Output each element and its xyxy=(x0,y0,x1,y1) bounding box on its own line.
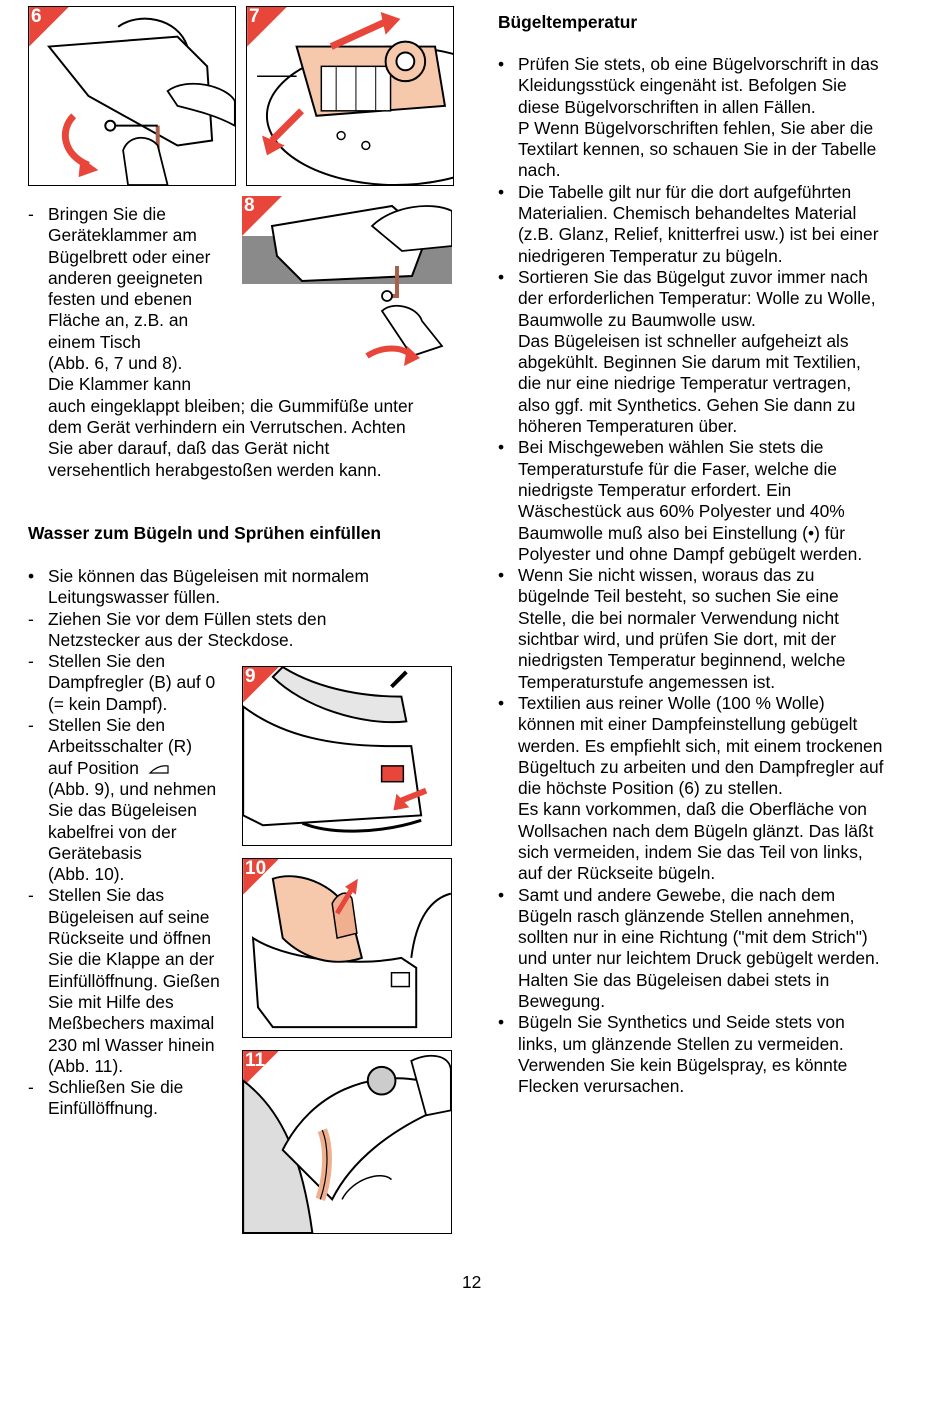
text-line: diese Bügelvorschriften in allen Fällen. xyxy=(518,96,816,117)
text-line: können mit einer Dampfeinstellung gebügelt xyxy=(518,714,858,735)
water-instructions xyxy=(28,566,369,1120)
list-item xyxy=(498,54,883,182)
text-line: abgekühlt. Beginnen Sie darum mit Textilien, xyxy=(518,352,861,373)
list-item xyxy=(498,693,883,885)
list-marker: - xyxy=(28,885,34,906)
text-line: niedrigste Temperatur erfordert. Ein xyxy=(518,479,792,500)
text-line: Bügeln Sie Synthetics und Seide stets von xyxy=(518,1012,845,1033)
text-line: Das Bügeleisen ist schneller aufgeheizt als xyxy=(518,330,849,351)
text-line: versehentlich herabgestoßen werden kann. xyxy=(48,459,382,480)
list-item xyxy=(498,267,883,437)
list-item xyxy=(28,651,369,715)
list-item xyxy=(28,566,369,609)
text-line: Stellen Sie den xyxy=(48,715,165,736)
text-line: Polyester und ohne Dampf gebügelt werden. xyxy=(518,543,863,564)
text-line: Bügeleisen auf seine xyxy=(48,906,210,927)
text-line: Sortieren Sie das Bügelgut zuvor immer nach xyxy=(518,266,868,287)
list-item xyxy=(28,715,369,885)
text-line: auch eingeklappt bleiben; die Gummifüße unter xyxy=(48,395,414,416)
text-line: (Abb. 10). xyxy=(48,864,125,885)
text-line: dem Gerät verhindern ein Verrutschen. Achten xyxy=(48,416,406,437)
text-line: Leitungswasser füllen. xyxy=(48,587,221,608)
text-line: Baumwolle zu Baumwolle usw. xyxy=(518,309,756,330)
list-item xyxy=(498,885,883,1013)
text-line: anderen geeigneten xyxy=(48,267,203,288)
page-number: 12 xyxy=(462,1272,482,1292)
figure-number: 11 xyxy=(245,1050,266,1071)
text-line: Prüfen Sie stets, ob eine Bügelvorschrift in das xyxy=(518,54,879,74)
figure-number: 9 xyxy=(245,666,256,687)
section-heading: Wasser zum Bügeln und Sprühen einfüllen xyxy=(28,523,381,543)
figure-7 xyxy=(246,6,454,186)
text-line: Bei Mischgeweben wählen Sie stets die xyxy=(518,437,824,458)
text-line: nach. xyxy=(518,160,561,181)
list-marker: • xyxy=(498,437,505,458)
text-line: Gerätebasis xyxy=(48,842,142,863)
list-marker: • xyxy=(498,884,505,905)
text-line: Wenn Sie nicht wissen, woraus das zu xyxy=(518,565,815,586)
text-line: die höchste Position (6) zu stellen. xyxy=(518,778,783,799)
text-line: sollten nur in eine Richtung ("mit dem Strich") xyxy=(518,927,868,948)
text-line xyxy=(48,758,369,779)
text-line: (Abb. 11). xyxy=(48,1055,124,1076)
text-line: die nur eine niedrige Temperatur vertragen, xyxy=(518,373,852,394)
list-marker: - xyxy=(28,715,34,736)
text-line: einem Tisch xyxy=(48,331,141,352)
text-line: Rückseite und öffnen xyxy=(48,928,212,949)
text-line: niedrigsten Temperatur beginnend, welche xyxy=(518,650,846,671)
text-line: Einfüllöffnung. xyxy=(48,1098,158,1119)
text-line: Bügeltuch zu arbeiten und den Dampfregler auf xyxy=(518,756,884,777)
text-line: Stellen Sie den xyxy=(48,651,165,672)
text-line: Textilien aus reiner Wolle (100 % Wolle) xyxy=(518,692,825,713)
figure-number: 6 xyxy=(31,6,42,27)
figure-6 xyxy=(28,6,236,186)
text-line: Stellen Sie das xyxy=(48,885,165,906)
list-item xyxy=(498,565,883,693)
text-line: Es kann vorkommen, daß die Oberfläche von xyxy=(518,799,867,820)
text-line: festen und ebenen xyxy=(48,289,193,310)
list-item xyxy=(498,437,883,565)
text-line: Meßbechers maximal xyxy=(48,1013,215,1034)
text-line: Netzstecker aus der Steckdose. xyxy=(48,629,294,650)
figure-number: 8 xyxy=(244,196,255,216)
list-marker: • xyxy=(498,181,505,202)
list-marker: • xyxy=(498,1012,505,1033)
text-line: Dampfregler (B) auf 0 xyxy=(48,672,216,693)
list-item xyxy=(28,885,369,1077)
text-line: sichtbar wird, und prüfen Sie dort, mit der xyxy=(518,629,837,650)
text-line: Baumwolle muß also bei Einstellung (•) für xyxy=(518,522,845,543)
text-line: Temperaturstufe für die Faser, welche die xyxy=(518,458,837,479)
text-line: (= kein Dampf). xyxy=(48,693,168,714)
text-line: Sie mit Hilfe des xyxy=(48,991,174,1012)
list-marker: - xyxy=(28,204,34,224)
text-segment: auf Position xyxy=(48,757,139,778)
text-line: Halten Sie das Bügeleisen dabei stets in xyxy=(518,969,830,990)
text-line: (Abb. 6, 7 und 8). xyxy=(48,353,183,374)
text-line: P Wenn Bügelvorschriften fehlen, Sie aber die xyxy=(518,117,874,138)
text-line: Materialien. Chemisch behandeltes Material xyxy=(518,203,857,224)
text-line: Stelle, die bei normaler Verwendung nicht xyxy=(518,607,839,628)
text-line: Die Tabelle gilt nur für die dort aufgeführten xyxy=(518,181,852,202)
text-line: Temperaturstufe angemessen ist. xyxy=(518,671,776,692)
text-line: und unter nur leichtem Druck gebügelt werden. xyxy=(518,948,880,969)
text-line: 230 ml Wasser hinein xyxy=(48,1034,215,1055)
text-line: auf der Rückseite bügeln. xyxy=(518,863,716,884)
text-line: höheren Temperaturen über. xyxy=(518,416,738,437)
text-line: Einfüllöffnung. Gießen xyxy=(48,970,220,991)
text-line: Bügeln rasch glänzende Stellen annehmen, xyxy=(518,905,855,926)
text-line: niedrigeren Temperatur zu bügeln. xyxy=(518,245,783,266)
list-marker: - xyxy=(28,651,34,672)
figure-6-illustration xyxy=(29,7,235,185)
figure-number: 7 xyxy=(249,6,260,27)
list-item xyxy=(28,1077,369,1120)
text-line: Die Klammer kann xyxy=(48,374,192,395)
text-line: Ziehen Sie vor dem Füllen stets den xyxy=(48,608,327,629)
text-line: werden. Es empfiehlt sich, mit einem trockenen xyxy=(518,735,883,756)
text-line: Sie die Klappe an der xyxy=(48,949,215,970)
figure-number: 10 xyxy=(245,858,267,879)
text-line: Fläche an, z.B. an xyxy=(48,310,189,331)
text-line: Verwenden Sie kein Bügelspray, es könnte xyxy=(518,1054,848,1075)
text-line: Wäschestück aus 60% Polyester und 40% xyxy=(518,501,845,522)
list-item xyxy=(28,609,369,652)
text-line: Bringen Sie die xyxy=(48,204,166,224)
text-line: Kleidungsstück eingenäht ist. Befolgen Sie xyxy=(518,75,847,96)
text-line: Textilart kennen, so schauen Sie in der Tabelle xyxy=(518,139,877,160)
text-line: (z.B. Glanz, Relief, knitterfrei usw.) ist bei einer xyxy=(518,224,879,245)
text-line: Arbeitsschalter (R) xyxy=(48,736,192,757)
text-line: Schließen Sie die xyxy=(48,1077,184,1098)
text-line: der erforderlichen Temperatur: Wolle zu Wolle, xyxy=(518,288,876,309)
text-line: links, um glänzende Stellen zu vermeiden. xyxy=(518,1033,844,1054)
steam-off-icon xyxy=(148,763,170,775)
list-item xyxy=(498,182,883,267)
text-line: Flecken verursachen. xyxy=(518,1076,685,1097)
list-marker: - xyxy=(28,608,34,629)
text-line: Sie aber darauf, daß das Gerät nicht xyxy=(48,438,330,459)
text-line: Sie können das Bügeleisen mit normalem xyxy=(48,566,369,586)
text-line: Bügelbrett oder einer xyxy=(48,246,211,267)
text-line: Sie das Bügeleisen xyxy=(48,800,197,821)
list-marker: • xyxy=(498,54,505,74)
clamp-instruction xyxy=(28,204,413,481)
list-marker: • xyxy=(28,566,35,586)
list-marker: • xyxy=(498,692,505,713)
list-marker: • xyxy=(498,565,505,586)
section-heading: Bügeltemperatur xyxy=(498,12,638,32)
text-line: Samt und andere Gewebe, die nach dem xyxy=(518,884,836,905)
text-line: Wollsachen nach dem Bügeln glänzt. Das läßt xyxy=(518,820,874,841)
text-line: Bewegung. xyxy=(518,991,606,1012)
text-line: sich vermeiden, indem Sie das Teil von links, xyxy=(518,841,863,862)
list-item xyxy=(498,1012,883,1097)
text-line: also ggf. mit Synthetics. Gehen Sie dann zu xyxy=(518,394,856,415)
text-line: (Abb. 9), und nehmen xyxy=(48,778,217,799)
list-marker: • xyxy=(498,266,505,287)
text-line: bügelnde Teil besteht, so suchen Sie eine xyxy=(518,586,839,607)
text-line: Geräteklammer am xyxy=(48,225,197,246)
list-marker: - xyxy=(28,1077,34,1098)
figure-7-illustration xyxy=(247,7,453,185)
temperature-instructions xyxy=(498,54,883,1098)
text-line: kabelfrei von der xyxy=(48,821,177,842)
